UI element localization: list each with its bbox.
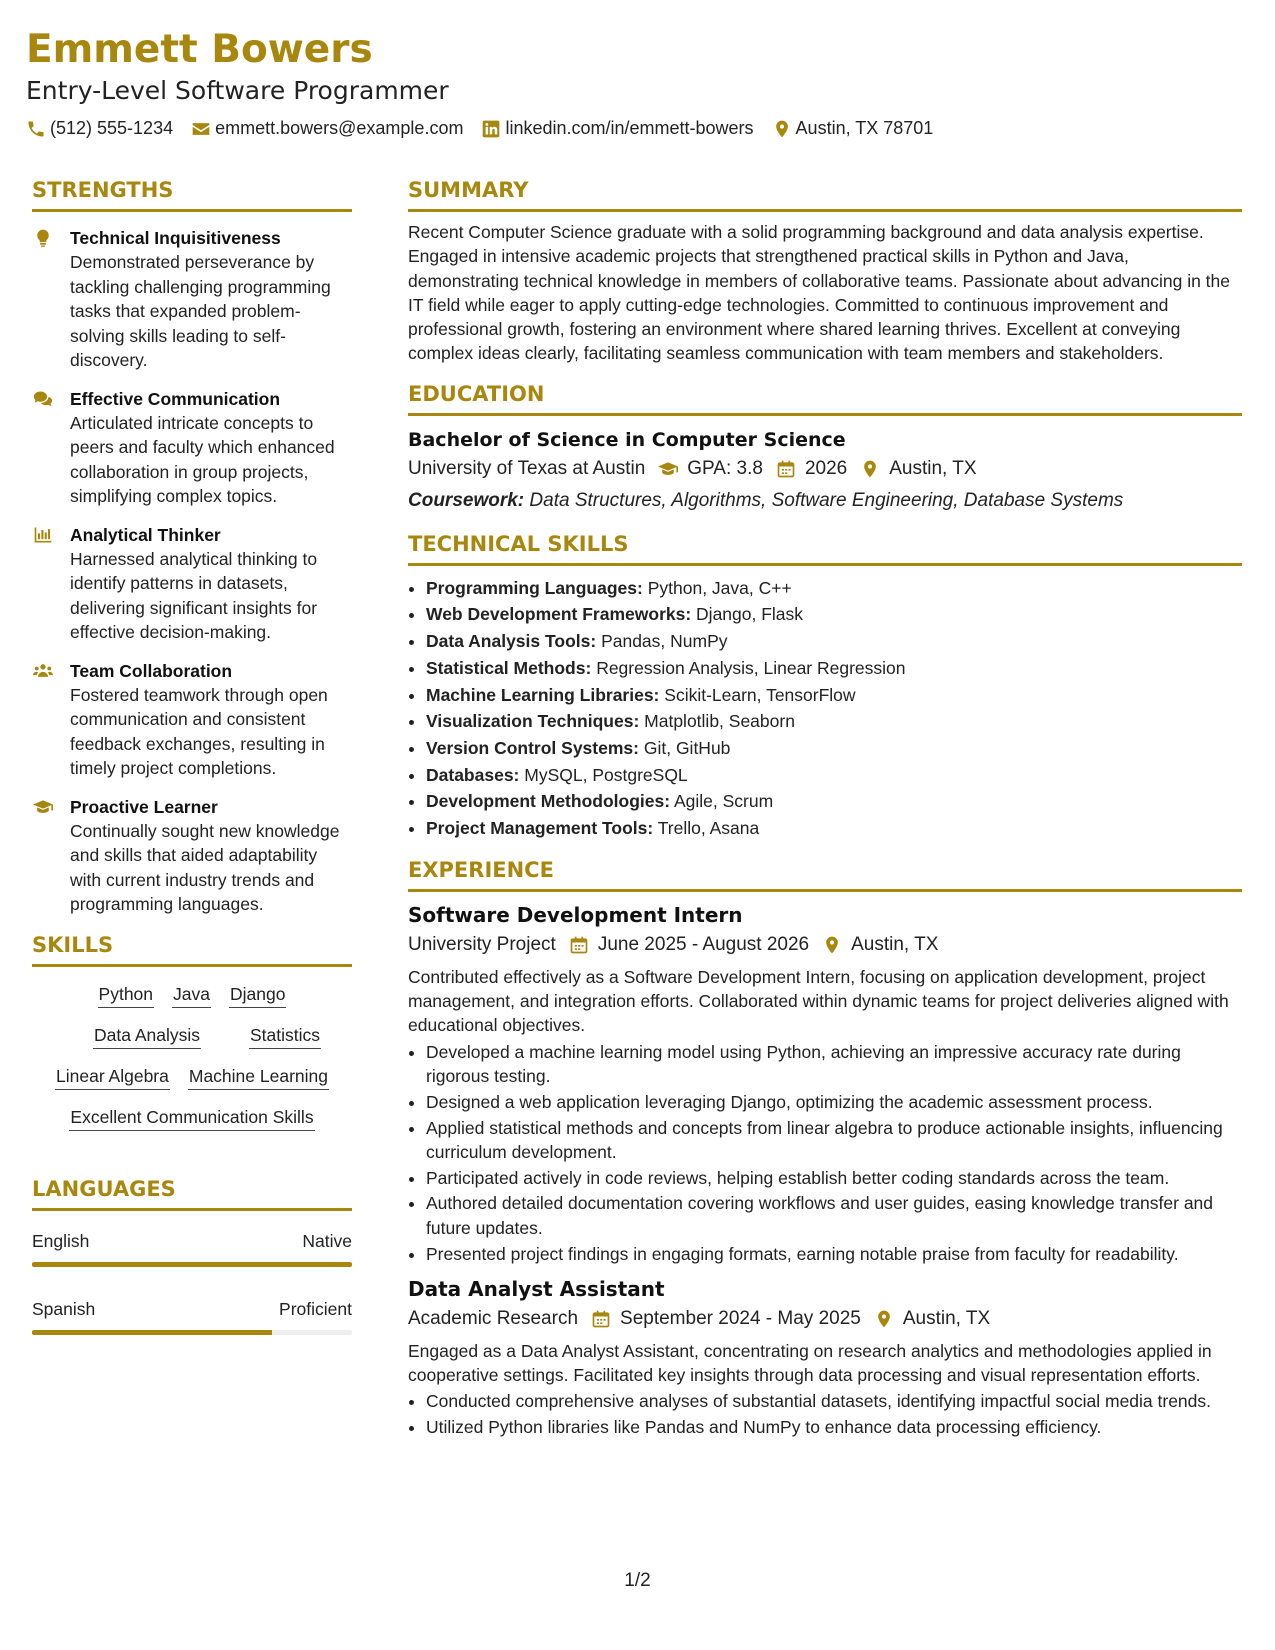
list-item: • Web Development Frameworks: Django, Flask <box>426 601 1242 628</box>
language-bar <box>32 1330 352 1335</box>
language-bar <box>32 1262 352 1267</box>
coursework-list: Data Structures, Algorithms, Software Engineering, Database Systems <box>529 489 1124 511</box>
summary-text: Recent Computer Science graduate with a solid programming background and data analysis expertise. Engaged in intensive academic projects that strengthened practical skills in Python and Java, demonstrating technical knowledge in members of collaborative teams. Passionate about advancing in the IT field while eager to apply cutting-edge technologies. Committed to continuous improvement and professional growth, fostering an environment where shared learning thrives. Excellent at conveying complex ideas clearly, facilitating seamless communication with team members and stakeholders. <box>408 222 1231 364</box>
strength-title: Technical Inquisitiveness <box>70 228 281 248</box>
phone-text: (512) 555-1234 <box>50 118 174 138</box>
list-item: • Version Control Systems: Git, GitHub <box>426 735 1242 762</box>
skill-tag: Machine Learning <box>188 1063 329 1090</box>
language-level: Native <box>302 1230 352 1251</box>
candidate-role: Entry-Level Software Programmer <box>26 76 449 105</box>
job-org: University Project <box>408 933 556 955</box>
list-item: • Visualization Techniques: Matplotlib, Seaborn <box>426 708 1242 735</box>
skills-heading: SKILLS <box>32 931 352 967</box>
strength-desc: Harnessed analytical thinking to identify patterns in datasets, delivering significant insights for effective decision-making. <box>70 548 318 642</box>
languages-heading: LANGUAGES <box>32 1175 352 1211</box>
education-location: Austin, TX <box>889 457 977 479</box>
skill-tag: Excellent Communication Skills <box>69 1104 314 1131</box>
strength-title: Analytical Thinker <box>70 524 221 545</box>
strength-desc: Continually sought new knowledge and skills that aided adaptability with current industry trends and programming languages. <box>70 820 340 914</box>
list-item: • Participated actively in code reviews, helping establish better coding standards across the team. <box>426 1166 1242 1190</box>
list-item: • Data Analysis Tools: Pandas, NumPy <box>426 628 1242 655</box>
school-name: University of Texas at Austin <box>408 457 646 479</box>
contact-location <box>772 118 934 139</box>
strengths-list <box>32 226 352 917</box>
envelope-icon <box>191 119 211 139</box>
candidate-name: Emmett Bowers <box>26 27 373 72</box>
language-bar-fill <box>32 1262 352 1267</box>
degree-title: Bachelor of Science in Computer Science <box>408 428 846 451</box>
calendar-icon <box>775 459 797 479</box>
right-column <box>408 176 1242 1441</box>
strength-item <box>32 795 352 917</box>
skill-tag: Java <box>172 981 211 1008</box>
language-bar-fill <box>32 1330 272 1335</box>
phone-icon <box>26 119 46 139</box>
contact-bar <box>26 118 1246 139</box>
coursework-label: Coursework: <box>408 489 525 511</box>
job-description: Contributed effectively as a Software Development Intern, focusing on application development, project management, and integration efforts. Collaborated within dynamic teams for project deliveries aligned with educational objectives. <box>408 966 1229 1036</box>
list-item: • Developed a machine learning model using Python, achieving an impressive accuracy rate during rigorous testing. <box>426 1040 1242 1089</box>
coursework <box>408 486 1242 516</box>
language-level: Proficient <box>279 1298 352 1319</box>
strength-desc: Fostered teamwork through open communication and consistent feedback exchanges, resulting in timely project completions. <box>70 684 328 778</box>
list-item: • Project Management Tools: Trello, Asana <box>426 815 1242 842</box>
strength-title: Team Collaboration <box>70 660 233 681</box>
language-item <box>32 1297 352 1335</box>
strengths-heading: STRENGTHS <box>32 176 352 212</box>
contact-phone[interactable] <box>26 118 173 139</box>
contact-linkedin[interactable] <box>481 118 753 139</box>
technical-skills-list <box>408 575 1242 842</box>
job-description: Engaged as a Data Analyst Assistant, concentrating on research analytics and methodologies applied in cooperative settings. Facilitated key insights through data processing and visual representation efforts. <box>408 1340 1212 1386</box>
bar-chart-icon <box>32 525 54 545</box>
job-bullets <box>408 1040 1242 1266</box>
comments-icon <box>32 389 54 409</box>
gpa-text: GPA: 3.8 <box>687 457 763 479</box>
map-marker-icon <box>859 459 881 479</box>
strength-item <box>32 226 352 373</box>
job-location: Austin, TX <box>902 1307 991 1329</box>
job-title: Data Analyst Assistant <box>408 1276 665 1301</box>
job-dates: June 2025 - August 2026 <box>597 933 810 955</box>
calendar-icon <box>568 935 590 955</box>
strength-item <box>32 523 352 645</box>
map-marker-icon <box>821 935 843 955</box>
education-heading: EDUCATION <box>408 380 1242 416</box>
experience-heading: EXPERIENCE <box>408 856 1242 892</box>
job-entry <box>408 900 1242 1266</box>
skills-tags <box>32 981 352 1131</box>
strength-desc: Articulated intricate concepts to peers and faculty which enhanced collaboration in group projects, simplifying complex topics. <box>70 412 335 506</box>
map-marker-icon <box>873 1309 895 1329</box>
strength-title: Proactive Learner <box>70 796 218 817</box>
graduation-year: 2026 <box>804 457 848 479</box>
job-dates: September 2024 - May 2025 <box>620 1307 861 1329</box>
job-org: Academic Research <box>408 1307 579 1329</box>
strength-item <box>32 659 352 781</box>
email-text: emmett.bowers@example.com <box>215 118 464 138</box>
list-item: • Presented project findings in engaging formats, earning notable praise from faculty for readability. <box>426 1242 1242 1266</box>
job-title: Software Development Intern <box>408 902 743 927</box>
calendar-icon <box>590 1309 612 1329</box>
job-location: Austin, TX <box>851 933 939 955</box>
skill-tag: Python <box>98 981 154 1008</box>
linkedin-icon <box>481 119 501 139</box>
job-entry <box>408 1274 1242 1440</box>
contact-email[interactable] <box>191 118 463 139</box>
page-number: 1/2 <box>624 1570 651 1591</box>
left-column <box>32 176 352 1365</box>
job-meta <box>408 930 1242 960</box>
list-item: • Authored detailed documentation covering workflows and user guides, easing knowledge transfer and future updates. <box>426 1191 1242 1240</box>
language-name: Spanish <box>32 1298 96 1319</box>
skill-tag: Data Analysis <box>93 1022 201 1049</box>
list-item: • Programming Languages: Python, Java, C++ <box>426 575 1242 602</box>
skill-tag: Django <box>229 981 286 1008</box>
languages-list <box>32 1229 352 1335</box>
resume-header <box>26 26 1246 139</box>
strength-title: Effective Communication <box>70 388 281 409</box>
list-item: • Applied statistical methods and concepts from linear algebra to produce actionable insights, influencing curriculum development. <box>426 1116 1242 1165</box>
technical-skills-heading: TECHNICAL SKILLS <box>408 530 1242 566</box>
lightbulb-icon <box>32 228 54 248</box>
location-text: Austin, TX 78701 <box>795 118 934 138</box>
education-meta <box>408 454 1242 484</box>
list-item: • Statistical Methods: Regression Analysis, Linear Regression <box>426 655 1242 682</box>
strength-item <box>32 387 352 509</box>
language-item <box>32 1229 352 1267</box>
users-icon <box>32 661 54 681</box>
language-name: English <box>32 1230 90 1251</box>
summary-heading: SUMMARY <box>408 176 1242 212</box>
list-item: • Databases: MySQL, PostgreSQL <box>426 762 1242 789</box>
list-item: • Conducted comprehensive analyses of substantial datasets, identifying impactful social media trends. <box>426 1389 1242 1413</box>
skill-tag: Statistics <box>249 1022 321 1049</box>
list-item: • Development Methodologies: Agile, Scrum <box>426 788 1242 815</box>
job-bullets <box>408 1389 1242 1439</box>
list-item: • Designed a web application leveraging Django, optimizing the academic assessment process. <box>426 1090 1242 1114</box>
skill-tag: Linear Algebra <box>55 1063 170 1090</box>
map-marker-icon <box>772 119 792 139</box>
graduation-cap-icon <box>657 459 679 479</box>
graduation-cap-icon <box>32 797 54 817</box>
list-item: • Utilized Python libraries like Pandas and NumPy to enhance data processing efficiency. <box>426 1415 1242 1439</box>
list-item: • Machine Learning Libraries: Scikit-Learn, TensorFlow <box>426 682 1242 709</box>
strength-desc: Demonstrated perseverance by tackling challenging programming tasks that expanded problem-solving skills leading to self-discovery. <box>70 252 331 370</box>
job-meta <box>408 1304 1242 1334</box>
linkedin-text: linkedin.com/in/emmett-bowers <box>505 118 754 138</box>
